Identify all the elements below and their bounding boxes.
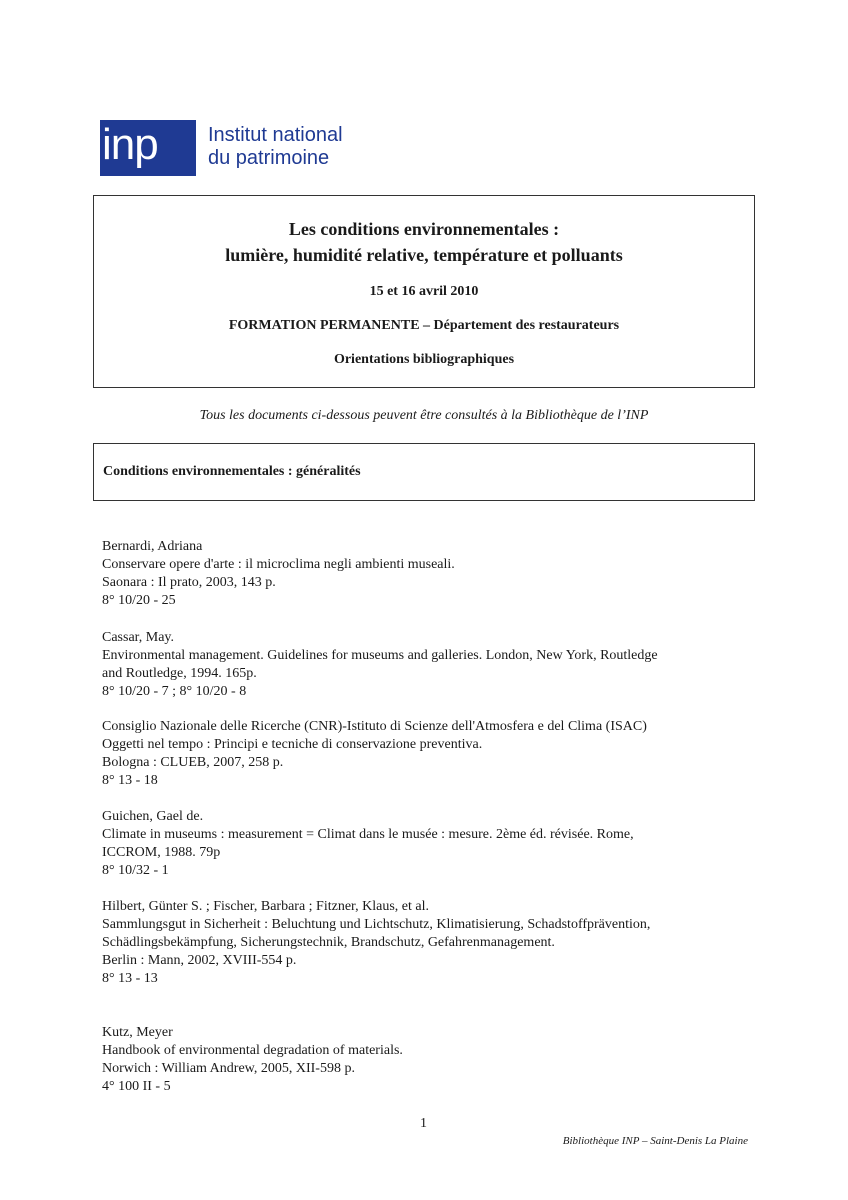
entry-title: Handbook of environmental degradation of materials. — [102, 1043, 403, 1058]
entry-publication: Saonara : Il prato, 2003, 143 p. — [102, 575, 276, 590]
document-subtitle: Orientations bibliographiques — [333, 352, 515, 367]
logo-wordmark — [208, 124, 343, 170]
bibliography-entry — [102, 1024, 403, 1096]
inp-logo — [100, 120, 343, 176]
entry-author: Bernardi, Adriana — [102, 539, 203, 554]
entry-author: Cassar, May. — [102, 630, 175, 645]
entry-author: Hilbert, Günter S. ; Fischer, Barbara ; Fitzner, Klaus, et al. — [102, 899, 430, 914]
section-title: Conditions environnementales : généralités — [103, 464, 361, 479]
document-title-line-2: lumière, humidité relative, température et polluants — [225, 245, 623, 265]
logo-line-2: du patrimoine — [208, 147, 330, 169]
page-footer: Bibliothèque INP – Saint-Denis La Plaine — [562, 1135, 748, 1147]
logo-line-1: Institut national — [208, 124, 343, 146]
formation-department: FORMATION PERMANENTE – Département des restaurateurs — [228, 318, 620, 333]
document-title-line-1: Les conditions environnementales : — [288, 219, 560, 239]
entry-publication: Norwich : William Andrew, 2005, XII-598 p. — [102, 1061, 355, 1076]
entry-title: Oggetti nel tempo : Principi e tecniche di conservazione preventiva. — [102, 737, 483, 752]
entry-author: Guichen, Gael de. — [102, 809, 204, 824]
entry-shelfmark: 8° 13 - 13 — [102, 971, 158, 986]
bibliography-entry — [102, 718, 647, 790]
consultation-note: Tous les documents ci-dessous peuvent être consultés à la Bibliothèque de l’INP — [199, 408, 649, 423]
entry-author: Consiglio Nazionale delle Ricerche (CNR)-Istituto di Scienze dell'Atmosfera e del Clima (ISAC) — [102, 719, 647, 734]
entry-title-continued: Schädlingsbekämpfung, Sicherungstechnik, Brandschutz, Gefahrenmanagement. — [102, 935, 555, 950]
section-header-box — [93, 443, 755, 501]
entry-title: Environmental management. Guidelines for museums and galleries. London, New York, Routledge — [102, 648, 658, 663]
bibliography-entry — [102, 629, 658, 701]
entry-shelfmark: 8° 13 - 18 — [102, 773, 158, 788]
entry-shelfmark: 8° 10/32 - 1 — [102, 863, 169, 878]
entry-publication: Bologna : CLUEB, 2007, 258 p. — [102, 755, 284, 770]
entry-publication: and Routledge, 1994. 165p. — [102, 666, 257, 681]
page-number: 1 — [420, 1116, 427, 1131]
entry-shelfmark: 8° 10/20 - 25 — [102, 593, 176, 608]
bibliography-entry — [102, 808, 634, 880]
event-date: 15 et 16 avril 2010 — [369, 284, 479, 299]
bibliography-entry — [102, 898, 650, 988]
entry-shelfmark: 4° 100 II - 5 — [102, 1079, 171, 1094]
entry-shelfmark: 8° 10/20 - 7 ; 8° 10/20 - 8 — [102, 684, 247, 699]
logo-mark: inp — [100, 120, 196, 176]
bibliography-entry — [102, 538, 455, 610]
entry-author: Kutz, Meyer — [102, 1025, 173, 1040]
entry-title: Conservare opere d'arte : il microclima negli ambienti museali. — [102, 557, 455, 572]
entry-publication: Berlin : Mann, 2002, XVIII-554 p. — [102, 953, 297, 968]
entry-title: Sammlungsgut in Sicherheit : Beluchtung und Lichtschutz, Klimatisierung, Schadstoffprävention, — [102, 917, 651, 932]
entry-publication: ICCROM, 1988. 79p — [102, 845, 221, 860]
entry-title: Climate in museums : measurement = Climat dans le musée : mesure. 2ème éd. révisée. Rome, — [102, 827, 634, 842]
title-box — [93, 195, 755, 388]
